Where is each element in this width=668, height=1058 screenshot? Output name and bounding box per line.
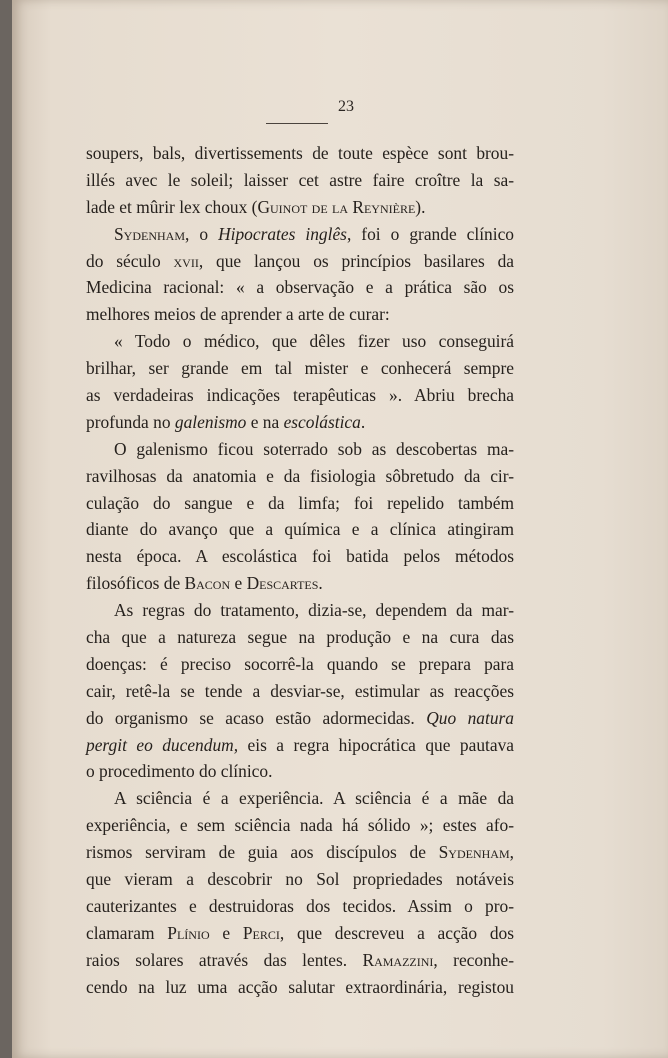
text-run: e	[230, 573, 247, 594]
italic-term: pergit eo ducendum,	[86, 734, 239, 755]
text-run: .	[360, 411, 366, 432]
text-run: cendo na luz uma acção salutar extraordinária, registou	[86, 976, 514, 997]
text-run: culação do sangue e da limfa; foi repelido também	[86, 492, 514, 513]
small-caps-name: Ramazzini	[362, 949, 434, 970]
text-run: filosóficos de	[86, 573, 185, 594]
text-line	[86, 463, 514, 490]
text-run: cha que a natureza segue na produção e na cura das	[86, 627, 514, 648]
text-line	[86, 624, 514, 651]
text-run: soupers, bals, divertissements de toute espèce sont brou-	[86, 143, 514, 163]
text-run: clamaram	[86, 922, 168, 943]
text-run: cair, retê-la se tende a desviar-se, estimular as reacções	[86, 680, 514, 701]
text-line	[86, 974, 514, 1001]
italic-term: Quo natura	[426, 707, 514, 728]
text-line	[86, 328, 514, 355]
small-caps-name: Plínio	[167, 922, 210, 943]
text-line	[86, 705, 514, 732]
text-run: diante do avanço que a química e a clínica atingiram	[86, 519, 514, 540]
text-line	[86, 221, 514, 248]
text-line	[86, 301, 514, 328]
text-line	[86, 382, 514, 409]
text-run: illés avec le soleil; laisser cet astre faire croître la sa-	[86, 169, 514, 190]
text-line	[86, 920, 514, 947]
text-line	[86, 678, 514, 705]
italic-term: galenismo	[174, 411, 247, 432]
text-run: melhores meios de aprender a arte de curar:	[86, 304, 390, 325]
text-run: .	[318, 573, 323, 594]
header-rule	[266, 123, 328, 124]
small-caps-name: xvii	[173, 250, 199, 271]
text-run: ).	[415, 196, 426, 217]
small-caps-name: Sydenham	[114, 223, 186, 244]
text-run: A sciência é a experiência. A sciência é a mãe da	[114, 788, 514, 809]
text-line	[86, 812, 514, 839]
text-line	[86, 436, 514, 463]
text-line	[86, 543, 514, 570]
text-line	[86, 490, 514, 517]
text-run: experiência, e sem sciência nada há sólido »; estes afo-	[86, 815, 514, 836]
text-run: Medicina racional: « a observação e a prática são os	[86, 277, 514, 298]
text-line	[86, 839, 514, 866]
text-line	[86, 355, 514, 382]
text-run: , reconhe-	[433, 949, 514, 970]
text-run: lade et mûrir lex choux (	[86, 196, 258, 217]
text-run: doenças: é preciso socorrê-la quando se prepara para	[86, 653, 514, 674]
text-run: que vieram a descobrir no Sol propriedades notáveis	[86, 869, 514, 890]
small-caps-name: Guinot de la Reynière	[257, 196, 416, 217]
text-line	[86, 893, 514, 920]
small-caps-name: Descartes	[246, 573, 319, 594]
text-run: « Todo o médico, que dêles fizer uso conseguirá	[114, 331, 514, 352]
text-run: As regras do tratamento, dizia-se, dependem da mar-	[114, 600, 514, 621]
text-run: as verdadeiras indicações terapêuticas ». Abriu brecha	[86, 385, 514, 406]
text-run: nesta época. A escolástica foi batida pelos métodos	[86, 546, 514, 567]
text-run: brilhar, ser grande em tal mister e conhecerá sempre	[86, 358, 514, 379]
text-run: profunda no	[86, 411, 175, 432]
text-line	[86, 947, 514, 974]
text-run: ravilhosas da anatomia e da fisiologia sôbretudo da cir-	[86, 465, 514, 486]
italic-term: Hipocrates inglês	[218, 223, 347, 244]
text-run: , que lançou os princípios basilares da	[198, 250, 515, 271]
text-run: e na	[246, 411, 284, 432]
text-run: raios solares através das lentes.	[86, 949, 363, 970]
italic-term: escolástica	[283, 411, 361, 432]
text-run: o procedimento do clínico.	[86, 761, 273, 782]
text-line	[86, 248, 514, 275]
text-run: eis a regra hipocrática que pautava	[238, 734, 514, 755]
text-run: ,	[509, 842, 514, 863]
body-text	[86, 140, 514, 1001]
small-caps-name: Bacon	[184, 573, 231, 594]
book-page	[12, 0, 668, 1058]
small-caps-name: Sydenham	[438, 842, 510, 863]
text-line	[86, 140, 514, 167]
text-run: rismos serviram de guia aos discípulos de	[86, 842, 439, 863]
text-run: cauterizantes e destruidoras dos tecidos. Assim o pro-	[86, 895, 514, 916]
text-run: , que descreveu a acção dos	[279, 922, 514, 943]
text-line	[86, 167, 514, 194]
text-line	[86, 758, 514, 785]
text-line	[86, 570, 514, 597]
text-run: , o	[185, 223, 219, 244]
text-line	[86, 866, 514, 893]
text-run: e	[209, 922, 243, 943]
text-line	[86, 785, 514, 812]
text-line	[86, 651, 514, 678]
text-line	[86, 194, 514, 221]
text-line	[86, 597, 514, 624]
text-run: do século	[86, 250, 174, 271]
text-run: do organismo se acaso estão adormecidas.	[86, 707, 427, 728]
page-number: 23	[338, 98, 354, 115]
text-line	[86, 274, 514, 301]
text-line	[86, 732, 514, 759]
text-run: O galenismo ficou soterrado sob as descobertas ma-	[114, 438, 514, 459]
small-caps-name: Perci	[242, 922, 280, 943]
text-line	[86, 516, 514, 543]
text-line	[86, 409, 514, 436]
text-run: , foi o grande clínico	[346, 223, 514, 244]
